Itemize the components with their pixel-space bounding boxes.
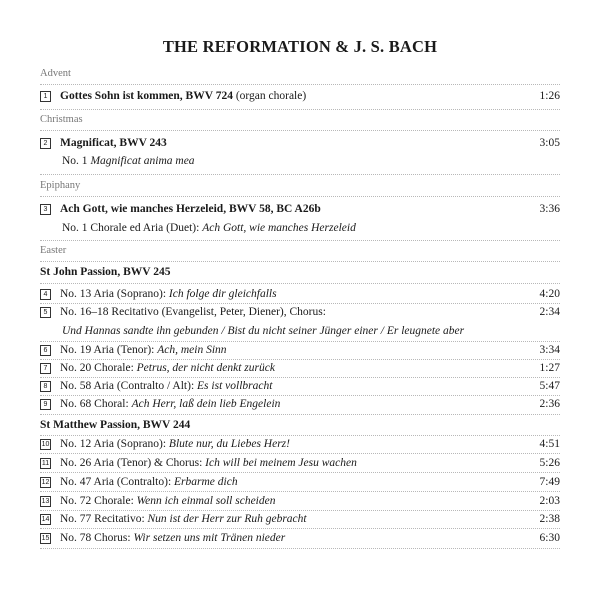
movement-label: No. 68 Choral: [60, 398, 132, 410]
movement-label: No. 58 Aria (Contralto / Alt): [60, 380, 198, 392]
track-note: (organ chorale) [232, 90, 307, 102]
track-number: 10 [41, 441, 50, 448]
track-number: 3 [40, 204, 51, 215]
track-duration: 5:47 [539, 380, 560, 392]
movement-label: No. 77 Recitativo: [60, 513, 148, 525]
section-label-christmas: Christmas [40, 114, 83, 125]
track-work-title: Gottes Sohn ist kommen, BWV 724 [60, 90, 233, 102]
movement-title: Es ist vollbracht [197, 380, 273, 392]
movement-title: Wenn ich einmal soll scheiden [136, 495, 276, 507]
page-title: THE REFORMATION & J. S. BACH [162, 37, 438, 56]
track-number: 4 [40, 289, 51, 300]
divider [40, 174, 560, 175]
track-row-14 [40, 512, 560, 526]
track-movement [62, 221, 356, 235]
movement-title: Und Hannas sandte ihn gebunden / Bist du nicht seiner Jünger einer / Er leugnete aber [62, 325, 465, 337]
movement-label: No. 12 Aria (Soprano): [60, 438, 169, 450]
track-row-12 [40, 475, 560, 489]
divider [40, 491, 560, 492]
divider [40, 548, 560, 549]
movement-title: Nun ist der Herr zur Ruh gebracht [147, 513, 307, 525]
track-duration: 3:34 [539, 344, 560, 356]
track-number: 2 [40, 138, 51, 149]
movement-label: No. 26 Aria (Tenor) & Chorus: [60, 457, 206, 469]
track-row-15 [40, 531, 560, 545]
movement-label: No. 19 Aria (Tenor): [60, 344, 158, 356]
movement-label: No. 78 Chorus: [60, 532, 134, 544]
track-row-6 [40, 343, 560, 357]
track-number: 13 [41, 498, 50, 505]
divider [40, 130, 560, 131]
movement-label: No. 20 Chorale: [60, 362, 137, 374]
track-row-9 [40, 397, 560, 411]
track-row-2 [40, 136, 560, 150]
divider [40, 510, 560, 511]
track-duration: 4:51 [539, 438, 560, 450]
track-row-1 [40, 89, 560, 103]
track-work-title: Ach Gott, wie manches Herzeleid, BWV 58, BC A26b [60, 203, 321, 215]
track-number: 7 [40, 363, 51, 374]
track-row-13 [40, 494, 560, 508]
track-row-3 [40, 202, 560, 216]
movement-title: Ich will bei meinem Jesu wachen [205, 457, 357, 469]
track-movement [62, 154, 195, 168]
divider [40, 395, 560, 396]
track-number: 1 [40, 91, 51, 102]
movement-title: Magnificat anima mea [90, 155, 195, 167]
track-row-7 [40, 361, 560, 375]
divider [40, 240, 560, 241]
divider [40, 472, 560, 473]
movement-label: No. 1 [62, 155, 91, 167]
section-label-advent: Advent [40, 68, 71, 79]
movement-title: Ich folge dir gleichfalls [168, 288, 277, 300]
section-label-epiphany: Epiphany [40, 180, 81, 191]
track-duration: 2:03 [539, 495, 560, 507]
movement-title: Ach, mein Sinn [157, 344, 227, 356]
divider [40, 196, 560, 197]
track-duration: 7:49 [539, 476, 560, 488]
movement-label: No. 13 Aria (Soprano): [60, 288, 169, 300]
movement-label: No. 16–18 Recitativo (Evangelist, Peter, Diener), Chorus: [60, 306, 326, 318]
track-row-10 [40, 437, 560, 451]
track-duration: 1:26 [539, 90, 560, 102]
section-label-easter: Easter [40, 245, 67, 256]
track-duration: 3:36 [539, 203, 560, 215]
movement-title: Erbarme dich [174, 476, 238, 488]
movement-title: Blute nur, du Liebes Herz! [168, 438, 290, 450]
divider [40, 341, 560, 342]
movement-title: Ach Herr, laß dein lieb Engelein [131, 398, 281, 410]
divider [40, 109, 560, 110]
track-duration: 4:20 [539, 288, 560, 300]
movement-label: No. 72 Chorale: [60, 495, 137, 507]
divider [40, 261, 560, 262]
track-duration: 2:36 [539, 398, 560, 410]
track-duration: 1:27 [539, 362, 560, 374]
track-duration: 2:34 [539, 306, 560, 318]
track-row-5 [40, 305, 560, 319]
divider [40, 435, 560, 436]
work-heading-st-john: St John Passion, BWV 245 [40, 266, 171, 278]
divider [40, 528, 560, 529]
track-work-title: Magnificat, BWV 243 [60, 137, 167, 149]
track-duration: 5:26 [539, 457, 560, 469]
divider [40, 303, 560, 304]
movement-title: Wir setzen uns mit Tränen nieder [133, 532, 286, 544]
divider [40, 377, 560, 378]
movement-title: Petrus, der nicht denkt zurück [136, 362, 275, 374]
track-number: 12 [41, 479, 50, 486]
movement-title: Ach Gott, wie manches Herzeleid [202, 222, 356, 234]
movement-label: No. 47 Aria (Contralto): [60, 476, 175, 488]
track-number: 9 [40, 399, 51, 410]
divider [40, 414, 560, 415]
track-number: 14 [41, 516, 50, 523]
divider [40, 359, 560, 360]
track-duration: 6:30 [539, 532, 560, 544]
track-duration: 3:05 [539, 137, 560, 149]
divider [40, 453, 560, 454]
track-number: 15 [41, 535, 50, 542]
track-duration: 2:38 [539, 513, 560, 525]
divider [40, 283, 560, 284]
track-number: 11 [41, 460, 50, 467]
track-row-8 [40, 379, 560, 393]
track-row-4 [40, 287, 560, 301]
track-number: 6 [40, 345, 51, 356]
divider [40, 84, 560, 85]
work-heading-st-matthew: St Matthew Passion, BWV 244 [40, 419, 191, 431]
movement-label: No. 1 Chorale ed Aria (Duet): [62, 222, 203, 234]
track-number: 5 [40, 307, 51, 318]
track-number: 8 [40, 381, 51, 392]
track-row-11 [40, 456, 560, 470]
